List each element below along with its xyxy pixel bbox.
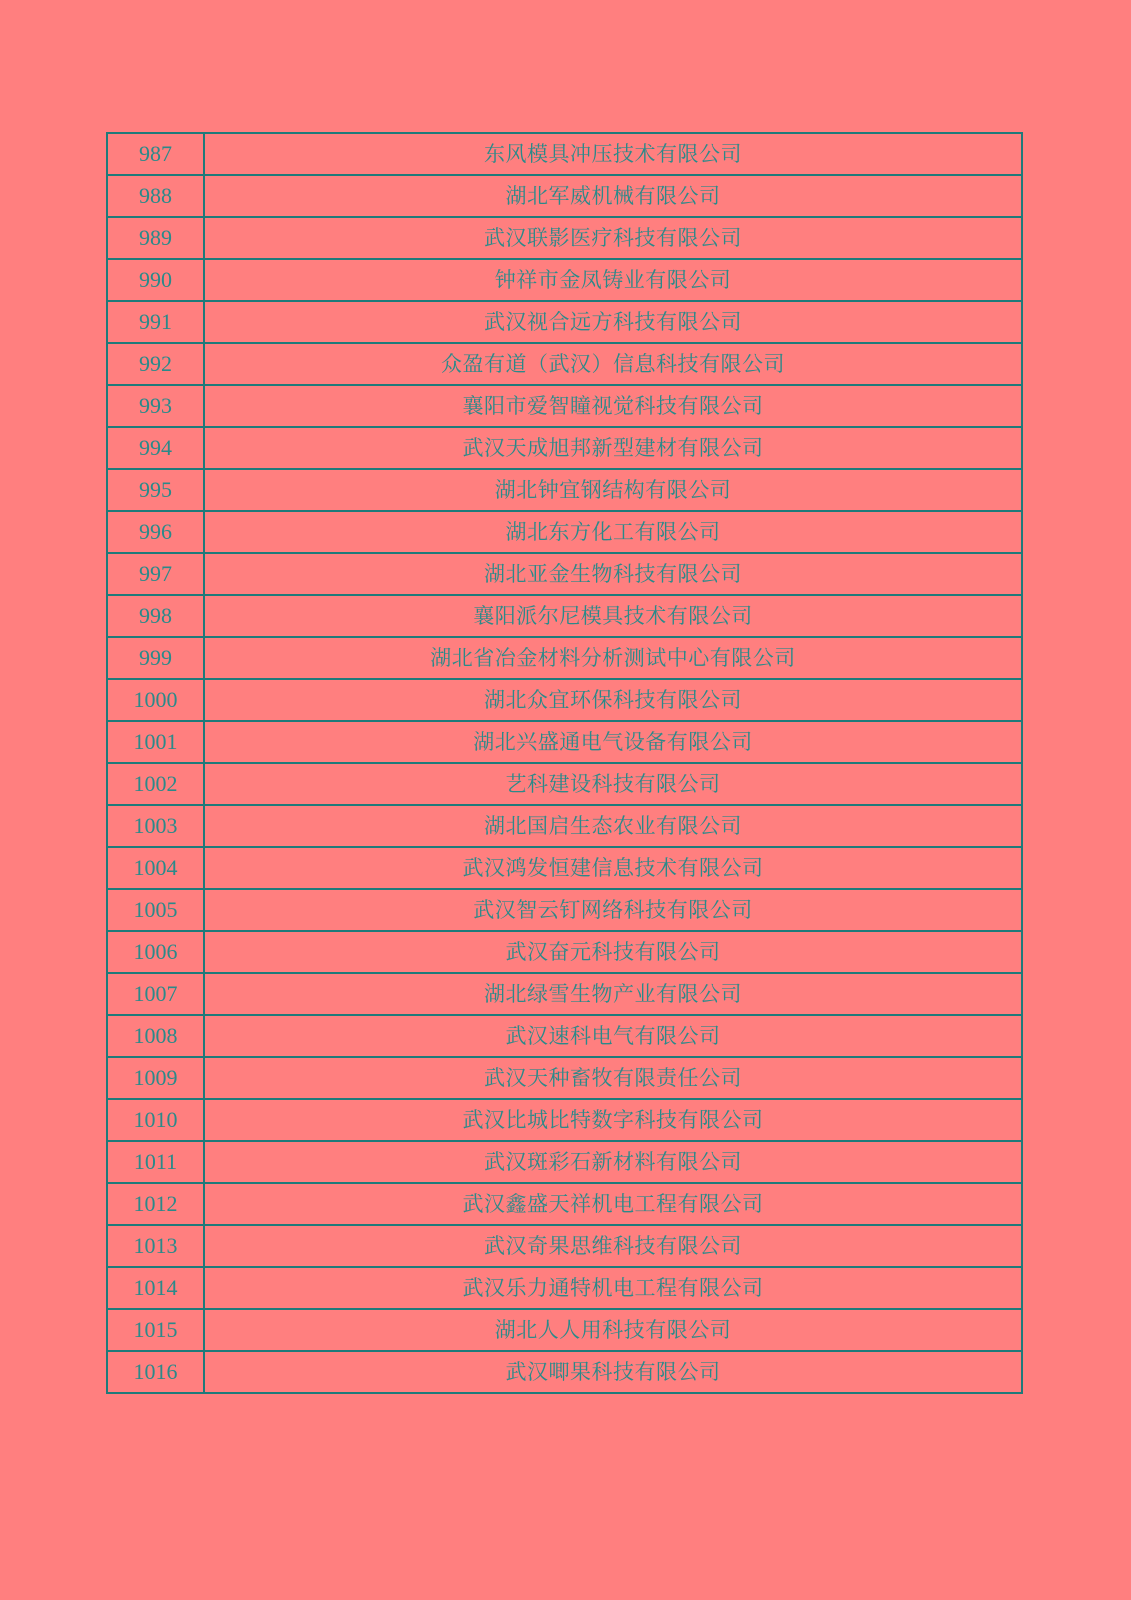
row-number: 1007 xyxy=(107,973,204,1015)
row-number: 1002 xyxy=(107,763,204,805)
company-name: 武汉唧果科技有限公司 xyxy=(204,1351,1022,1393)
row-number: 990 xyxy=(107,259,204,301)
table-row xyxy=(107,595,1022,637)
row-number: 988 xyxy=(107,175,204,217)
company-name: 武汉奋元科技有限公司 xyxy=(204,931,1022,973)
row-number: 998 xyxy=(107,595,204,637)
company-name: 武汉天种畜牧有限责任公司 xyxy=(204,1057,1022,1099)
row-number: 1003 xyxy=(107,805,204,847)
table-row xyxy=(107,1099,1022,1141)
row-number: 995 xyxy=(107,469,204,511)
row-number: 1012 xyxy=(107,1183,204,1225)
row-number: 992 xyxy=(107,343,204,385)
company-name: 武汉速科电气有限公司 xyxy=(204,1015,1022,1057)
table-row xyxy=(107,553,1022,595)
company-name: 湖北兴盛通电气设备有限公司 xyxy=(204,721,1022,763)
company-name: 钟祥市金凤铸业有限公司 xyxy=(204,259,1022,301)
table-row xyxy=(107,1267,1022,1309)
row-number: 996 xyxy=(107,511,204,553)
row-number: 997 xyxy=(107,553,204,595)
company-name: 东风模具冲压技术有限公司 xyxy=(204,133,1022,175)
row-number: 994 xyxy=(107,427,204,469)
row-number: 991 xyxy=(107,301,204,343)
company-list-table xyxy=(106,132,1023,1394)
company-name: 湖北人人用科技有限公司 xyxy=(204,1309,1022,1351)
company-name: 湖北省冶金材料分析测试中心有限公司 xyxy=(204,637,1022,679)
table-row xyxy=(107,1141,1022,1183)
company-name: 众盈有道（武汉）信息科技有限公司 xyxy=(204,343,1022,385)
company-name: 武汉视合远方科技有限公司 xyxy=(204,301,1022,343)
row-number: 1014 xyxy=(107,1267,204,1309)
table-body xyxy=(107,133,1022,1393)
table-row xyxy=(107,889,1022,931)
company-name: 湖北国启生态农业有限公司 xyxy=(204,805,1022,847)
row-number: 1015 xyxy=(107,1309,204,1351)
table-row xyxy=(107,1015,1022,1057)
company-name: 武汉鑫盛天祥机电工程有限公司 xyxy=(204,1183,1022,1225)
table-row xyxy=(107,217,1022,259)
table-row xyxy=(107,133,1022,175)
table-row xyxy=(107,427,1022,469)
table-row xyxy=(107,385,1022,427)
company-name: 武汉鸿发恒建信息技术有限公司 xyxy=(204,847,1022,889)
row-number: 989 xyxy=(107,217,204,259)
row-number: 1000 xyxy=(107,679,204,721)
company-name: 湖北钟宜钢结构有限公司 xyxy=(204,469,1022,511)
row-number: 1013 xyxy=(107,1225,204,1267)
row-number: 987 xyxy=(107,133,204,175)
row-number: 1010 xyxy=(107,1099,204,1141)
row-number: 1001 xyxy=(107,721,204,763)
table-row xyxy=(107,679,1022,721)
row-number: 1006 xyxy=(107,931,204,973)
company-name: 湖北绿雪生物产业有限公司 xyxy=(204,973,1022,1015)
row-number: 1004 xyxy=(107,847,204,889)
table-row xyxy=(107,805,1022,847)
table-row xyxy=(107,637,1022,679)
table-row xyxy=(107,511,1022,553)
row-number: 1011 xyxy=(107,1141,204,1183)
company-name: 武汉比城比特数字科技有限公司 xyxy=(204,1099,1022,1141)
row-number: 993 xyxy=(107,385,204,427)
table-row xyxy=(107,1351,1022,1393)
company-name: 武汉智云钉网络科技有限公司 xyxy=(204,889,1022,931)
table-row xyxy=(107,1225,1022,1267)
table-row xyxy=(107,1309,1022,1351)
company-name: 湖北军威机械有限公司 xyxy=(204,175,1022,217)
company-name: 湖北众宜环保科技有限公司 xyxy=(204,679,1022,721)
table-row xyxy=(107,175,1022,217)
row-number: 1008 xyxy=(107,1015,204,1057)
company-name: 武汉乐力通特机电工程有限公司 xyxy=(204,1267,1022,1309)
table-row xyxy=(107,721,1022,763)
table-row xyxy=(107,847,1022,889)
company-name: 武汉联影医疗科技有限公司 xyxy=(204,217,1022,259)
company-name: 襄阳派尔尼模具技术有限公司 xyxy=(204,595,1022,637)
company-name: 襄阳市爱智瞳视觉科技有限公司 xyxy=(204,385,1022,427)
table-row xyxy=(107,1057,1022,1099)
company-name: 湖北东方化工有限公司 xyxy=(204,511,1022,553)
row-number: 1016 xyxy=(107,1351,204,1393)
row-number: 1009 xyxy=(107,1057,204,1099)
table-row xyxy=(107,1183,1022,1225)
table-row xyxy=(107,931,1022,973)
table-row xyxy=(107,301,1022,343)
company-name: 武汉斑彩石新材料有限公司 xyxy=(204,1141,1022,1183)
company-name: 艺科建设科技有限公司 xyxy=(204,763,1022,805)
table-row xyxy=(107,259,1022,301)
company-name: 武汉天成旭邦新型建材有限公司 xyxy=(204,427,1022,469)
company-name: 湖北亚金生物科技有限公司 xyxy=(204,553,1022,595)
table-row xyxy=(107,343,1022,385)
table-row xyxy=(107,973,1022,1015)
table-row xyxy=(107,763,1022,805)
row-number: 1005 xyxy=(107,889,204,931)
table-row xyxy=(107,469,1022,511)
row-number: 999 xyxy=(107,637,204,679)
company-name: 武汉奇果思维科技有限公司 xyxy=(204,1225,1022,1267)
